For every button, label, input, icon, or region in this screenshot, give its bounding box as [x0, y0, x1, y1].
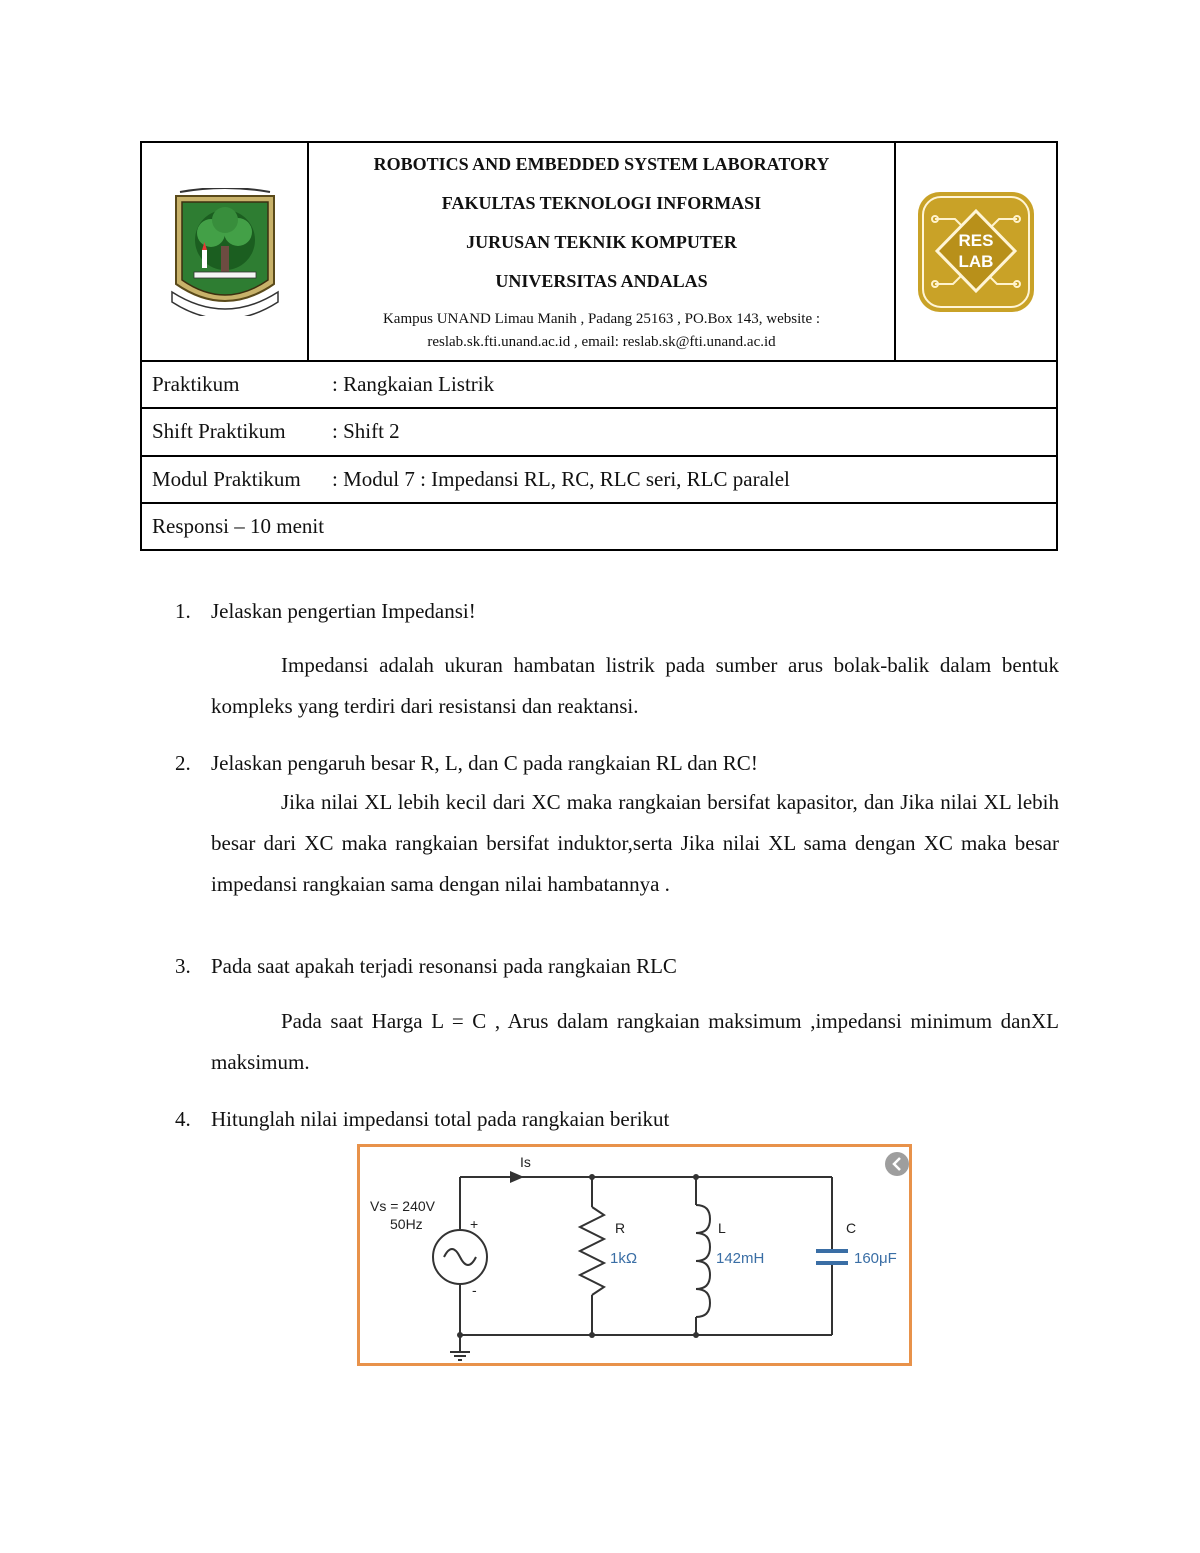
- circuit-diagram: [357, 1144, 912, 1366]
- question-3: [175, 952, 677, 980]
- capacitor-name: C: [846, 1220, 857, 1236]
- question-text: Hitunglah nilai impedansi total pada rangkaian berikut: [211, 1107, 670, 1131]
- title-cell: [308, 142, 895, 361]
- circuit-svg: [360, 1147, 909, 1363]
- reslab-logo-text-1: RES: [958, 230, 994, 250]
- info-value: : Rangkaian Listrik: [332, 372, 495, 397]
- info-row-modul: [141, 456, 1057, 503]
- question-1: [175, 597, 476, 625]
- department-name: JURUSAN TEKNIK KOMPUTER: [466, 231, 737, 252]
- answer-2: Jika nilai XL lebih kecil dari XC maka rangkaian bersifat kapasitor, dan Jika nilai XL lebih besar dari XC maka rangkaian bersifat induktor,serta Jika nilai XL sama dengan XC maka besar impedansi rangkaian sama dengan nilai hambatannya .: [211, 790, 1059, 896]
- source-frequency-label: 50Hz: [390, 1216, 423, 1232]
- question-number: 3.: [175, 954, 191, 978]
- left-logo-cell: [141, 142, 308, 361]
- info-label: Responsi – 10 menit: [152, 513, 325, 538]
- question-2: [175, 749, 758, 777]
- capacitor-value: 160μF: [854, 1250, 897, 1267]
- question-text: Jelaskan pengertian Impedansi!: [211, 599, 476, 623]
- info-row-shift: [141, 408, 1057, 455]
- reslab-logo-text-2: LAB: [958, 251, 994, 271]
- answer-1: Impedansi adalah ukuran hambatan listrik pada sumber arus bolak-balik dalam bentuk kompleks yang terdiri dari resistansi dan reaktansi.: [211, 653, 1059, 718]
- info-row-praktikum: [141, 361, 1057, 408]
- inductor-name: L: [718, 1220, 726, 1236]
- source-minus-label: -: [472, 1282, 477, 1298]
- answer-3: Pada saat Harga L = C , Arus dalam rangkaian maksimum ,impedansi minimum danXL maksimum.: [211, 1009, 1059, 1074]
- info-value: : Shift 2: [332, 419, 400, 444]
- question-4: [175, 1105, 669, 1133]
- university-seal-logo: [166, 188, 284, 316]
- question-text: Jelaskan pengaruh besar R, L, dan C pada rangkaian RL dan RC!: [211, 751, 758, 775]
- address-line-1: Kampus UNAND Limau Manih , Padang 25163 , PO.Box 143, website :: [382, 310, 821, 327]
- info-label: Praktikum: [152, 372, 240, 397]
- address-line-2: reslab.sk.fti.unand.ac.id , email: reslab.sk@fti.unand.ac.id: [427, 333, 776, 350]
- info-label: Shift Praktikum: [152, 419, 286, 444]
- question-text: Pada saat apakah terjadi resonansi pada rangkaian RLC: [211, 954, 677, 978]
- info-value: : Modul 7 : Impedansi RL, RC, RLC seri, RLC paralel: [332, 466, 790, 491]
- question-number: 1.: [175, 599, 191, 623]
- right-logo-cell: [895, 142, 1057, 361]
- source-plus-label: +: [470, 1216, 479, 1232]
- source-voltage-label: Vs = 240V: [370, 1198, 435, 1214]
- faculty-name: FAKULTAS TEKNOLOGI INFORMASI: [441, 192, 762, 213]
- question-number: 2.: [175, 751, 191, 775]
- header-table: [140, 141, 1058, 551]
- inductor-value: 142mH: [716, 1250, 765, 1267]
- resistor-value: 1kΩ: [610, 1250, 638, 1267]
- lab-name: ROBOTICS AND EMBEDDED SYSTEM LABORATORY: [373, 153, 830, 174]
- resistor-name: R: [615, 1220, 626, 1236]
- info-label: Modul Praktikum: [152, 466, 301, 491]
- university-name: UNIVERSITAS ANDALAS: [495, 270, 708, 291]
- question-number: 4.: [175, 1107, 191, 1131]
- info-row-responsi: [141, 503, 1057, 550]
- current-label: Is: [520, 1154, 531, 1170]
- reslab-logo: [915, 189, 1037, 315]
